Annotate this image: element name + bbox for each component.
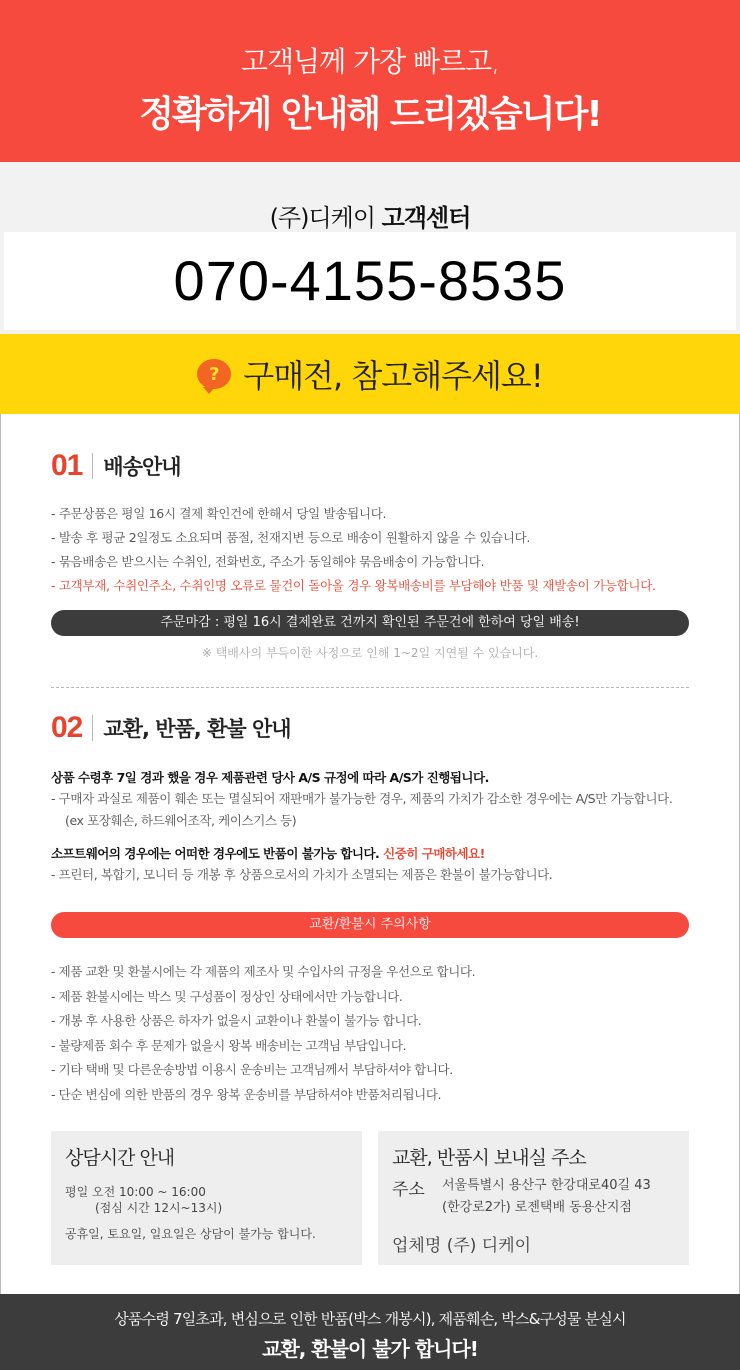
hours-title: 상담시간 안내 bbox=[65, 1147, 175, 1169]
section-number: 02 bbox=[51, 711, 83, 744]
main-content bbox=[0, 414, 740, 1294]
caution-banner: 교환/환불시 주의사항 bbox=[51, 912, 689, 938]
divider bbox=[92, 453, 93, 479]
footer-line1: 상품수령 7일초과, 변심으로 인한 반품(박스 개봉시), 제품훼손, 박스&구성물 분실시 bbox=[114, 1310, 626, 1328]
hours-box bbox=[51, 1131, 362, 1265]
software-policy-line: - 프린터, 복합기, 모니터 등 개봉 후 상품으로서의 가치가 소멸되는 제품은 환불이 불가능합니다. bbox=[51, 867, 553, 882]
list-item-warning: - 고객부재, 수취인주소, 수취인명 오류로 물건이 돌아올 경우 왕복배송비를 부담해야 반품 및 재발송이 가능합니다. bbox=[51, 578, 656, 593]
address-value bbox=[442, 1175, 651, 1219]
company-row bbox=[392, 1231, 675, 1256]
header-line2: 정확하게 안내해 드리겠습니다! bbox=[139, 94, 601, 135]
notice-text: 구매전, 참고해주세요! bbox=[243, 357, 543, 395]
list-item: - 단순 변심에 의한 반품의 경우 왕복 운송비를 부담하셔야 반품처리됩니다. bbox=[51, 1086, 442, 1102]
hours-weekday bbox=[65, 1184, 348, 1216]
list-item: - 발송 후 평균 2일정도 소요되며 품절, 천재지변 등으로 배송이 원활하지 않을 수 있습니다. bbox=[51, 530, 531, 545]
software-warning: 신중히 구매하세요! bbox=[383, 846, 485, 861]
footer-banner bbox=[0, 1294, 740, 1370]
shipping-list bbox=[51, 502, 689, 598]
address-line1: 서울특별시 용산구 한강대로40길 43 bbox=[442, 1178, 651, 1193]
header-line1: 고객님께 가장 빠르고, bbox=[240, 45, 500, 78]
company-value: (주) 디케이 bbox=[446, 1236, 532, 1256]
list-item: - 묶음배송은 받으시는 수취인, 전화번호, 주소가 동일해야 묶음배송이 가능합니다. bbox=[51, 554, 485, 569]
section-title: 교환, 반품, 환불 안내 bbox=[103, 717, 291, 741]
lunch-line: (점심 시간 12시~13시) bbox=[95, 1201, 223, 1215]
delay-note: ※ 택배사의 부득이한 사정으로 인해 1~2일 지연될 수 있습니다. bbox=[201, 646, 539, 660]
as-policy-example: (ex 포장훼손, 하드웨어조작, 케이스기스 등) bbox=[65, 813, 297, 828]
software-policy bbox=[51, 844, 689, 862]
customer-center bbox=[0, 162, 740, 334]
company-label: 업체명 bbox=[392, 1236, 442, 1256]
header-banner bbox=[0, 0, 740, 162]
footer-line2: 교환, 환불이 불가 합니다! bbox=[262, 1337, 478, 1361]
list-item: - 기타 택배 및 다른운송방법 이용시 운송비는 고객님께서 부담하셔야 합니다. bbox=[51, 1062, 453, 1077]
section-shipping bbox=[51, 414, 689, 661]
section-header bbox=[51, 708, 689, 748]
address-label: 주소 bbox=[392, 1180, 425, 1200]
section-number: 01 bbox=[51, 449, 83, 482]
company-name: (주)디케이 bbox=[269, 204, 376, 232]
list-item: - 제품 교환 및 환불시에는 각 제품의 제조사 및 수입사의 규정을 우선으로 합니다. bbox=[51, 964, 476, 979]
question-bubble-icon: ? bbox=[197, 359, 231, 389]
list-item: - 주문상품은 평일 16시 결제 확인건에 한해서 당일 발송됩니다. bbox=[51, 506, 387, 521]
list-item: - 제품 환불시에는 박스 및 구성품이 정상인 상태에서만 가능합니다. bbox=[51, 988, 403, 1004]
caution-list bbox=[51, 960, 689, 1107]
info-boxes bbox=[51, 1131, 689, 1265]
phone-number[interactable]: 070-4155-8535 bbox=[173, 249, 567, 312]
software-policy-title: 소프트웨어의 경우에는 어떠한 경우에도 반품이 불가능 합니다. bbox=[51, 846, 380, 861]
divider bbox=[92, 715, 93, 741]
as-policy-line: - 구매자 과실로 제품이 훼손 또는 멸실되어 재판매가 불가능한 경우, 제품의 가치가 감소한 경우에는 A/S만 가능합니다. bbox=[51, 791, 673, 806]
center-label: 고객센터 bbox=[381, 204, 471, 232]
list-item: - 개봉 후 사용한 상품은 하자가 없을시 교환이나 환불이 불가능 합니다. bbox=[51, 1013, 422, 1028]
section-header bbox=[51, 446, 689, 486]
notice-banner bbox=[0, 334, 740, 414]
list-item: - 불량제품 회수 후 문제가 없을시 왕복 배송비는 고객님 부담입니다. bbox=[51, 1037, 407, 1053]
customer-center-title bbox=[0, 198, 740, 233]
return-address-box bbox=[378, 1131, 689, 1265]
section-returns bbox=[51, 688, 689, 1107]
holiday-line: 공휴일, 토요일, 일요일은 상담이 불가능 합니다. bbox=[65, 1227, 316, 1241]
hours-line: 평일 오전 10:00 ~ 16:00 bbox=[65, 1185, 206, 1199]
as-policy-title: 상품 수령후 7일 경과 했을 경우 제품관련 당사 A/S 규정에 따라 A/S가 진행됩니다. bbox=[51, 770, 489, 785]
phone-box bbox=[4, 232, 736, 330]
address-row bbox=[392, 1175, 675, 1219]
address-line2: (한강로2가) 로젠택배 동용산지점 bbox=[442, 1200, 632, 1215]
section-title: 배송안내 bbox=[103, 455, 181, 479]
return-address-title: 교환, 반품시 보내실 주소 bbox=[392, 1147, 586, 1169]
deadline-banner: 주문마감 : 평일 16시 결제완료 건까지 확인된 주문건에 한하여 당일 배송! bbox=[51, 610, 689, 636]
